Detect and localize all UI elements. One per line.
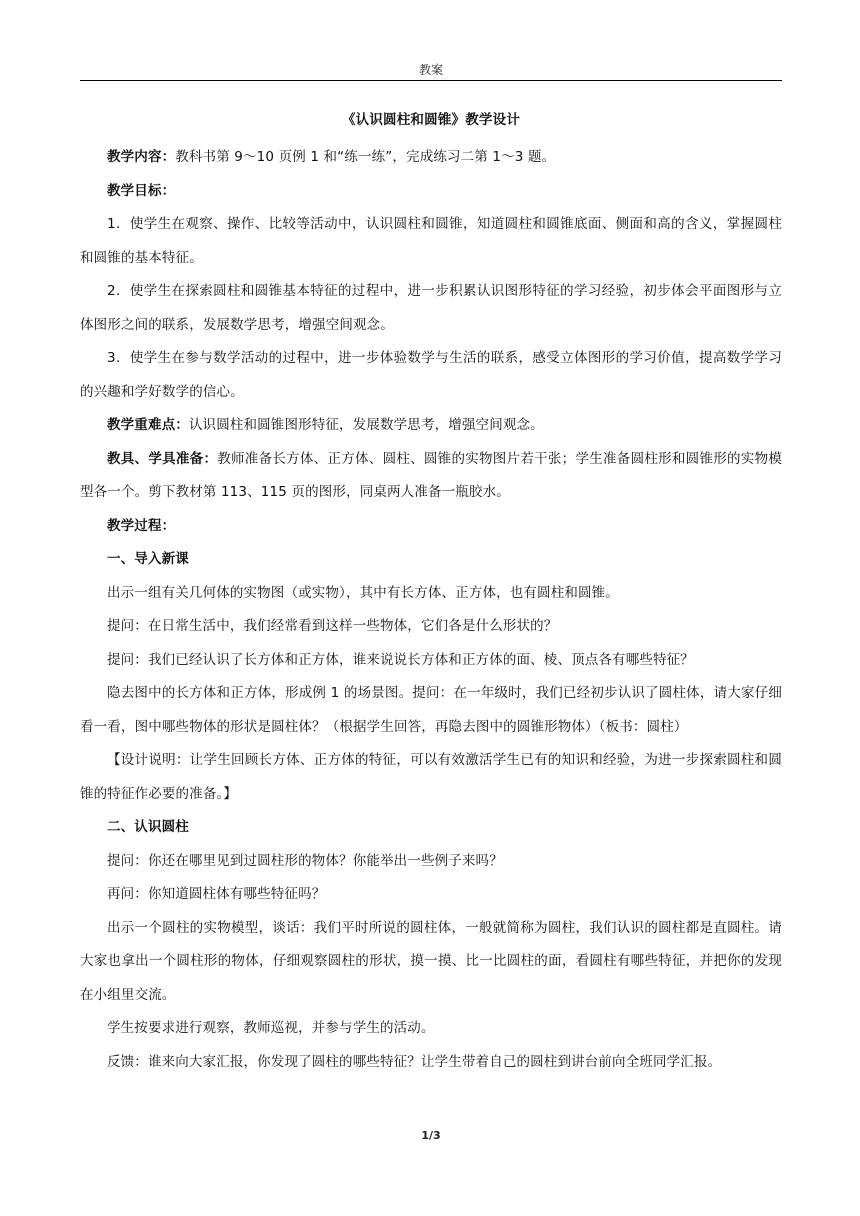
goal-item-3: 3．使学生在参与数学活动的过程中，进一步体验数学与生活的联系，感受立体图形的学习价值，提高数学学习的兴趣和学好数学的信心。	[80, 350, 782, 400]
document-title: 《认识圆柱和圆锥》教学设计	[341, 112, 521, 128]
page-number: 1/3	[421, 1129, 441, 1142]
design-note: 【设计说明：让学生回顾长方体、正方体的特征，可以有效激活学生已有的知识和经验，为进一步探索圆柱和圆锥的特征作必要的准备。】	[80, 752, 782, 802]
section-2-paragraph: 再问：你知道圆柱体有哪些特征吗？	[107, 886, 326, 902]
section-1-paragraph: 提问：在日常生活中，我们经常看到这样一些物体，它们各是什么形状的？	[107, 618, 558, 634]
section-2-paragraph: 反馈：谁来向大家汇报，你发现了圆柱的哪些特征？让学生带着自己的圆柱到讲台前向全班同学汇报。	[107, 1053, 722, 1070]
tools-preparation	[80, 443, 782, 510]
section-1-paragraph: 提问：我们已经认识了长方体和正方体，谁来说说长方体和正方体的面、棱、顶点各有哪些特征？	[107, 651, 694, 668]
process-heading: 教学过程：	[107, 517, 176, 534]
goal-item-2: 2．使学生在探索圆柱和圆锥基本特征的过程中，进一步积累认识图形特征的学习经验，初步体会平面图形与立体图形之间的联系，发展数学思考，增强空间观念。	[80, 283, 782, 333]
teaching-content-text: 教科书第 9～10 页例 1 和“练一练”，完成练习二第 1～3 题。	[175, 149, 556, 165]
goals-heading: 教学目标：	[107, 182, 176, 199]
document-body	[80, 110, 782, 1079]
section-1-heading: 一、导入新课	[107, 551, 189, 567]
section-1-paragraph: 出示一组有关几何体的实物图（或实物），其中有长方体、正方体，也有圆柱和圆锥。	[107, 584, 619, 601]
tools-text: 教师准备长方体、正方体、圆柱、圆锥的实物图片若干张；学生准备圆柱形和圆锥形的实物模型各一个。剪下教材第 113、115 页的图形，同桌两人准备一瓶胶水。	[80, 450, 783, 500]
key-points	[80, 409, 782, 443]
section-2-paragraph: 提问：你还在哪里见到过圆柱形的物体？你能举出一些例子来吗？	[107, 852, 503, 869]
section-2-paragraph: 学生按要求进行观察，教师巡视，并参与学生的活动。	[107, 1020, 435, 1036]
header-divider	[80, 80, 782, 81]
section-1-paragraph: 隐去图中的长方体和正方体，形成例 1 的场景图。提问：在一年级时，我们已经初步认识了圆柱体，请大家仔细看一看，图中哪些物体的形状是圆柱体？（根据学生回答，再隐去图中的圆锥形物体）（板书：圆柱）	[80, 685, 782, 735]
tools-label: 教具、学具准备：	[107, 450, 218, 467]
key-points-label: 教学重难点：	[107, 417, 189, 433]
key-points-text: 认识圆柱和圆锥图形特征，发展数学思考，增强空间观念。	[188, 417, 544, 433]
section-2-paragraph: 出示一个圆柱的实物模型，谈话：我们平时所说的圆柱体，一般就简称为圆柱，我们认识的圆柱都是直圆柱。请大家也拿出一个圆柱形的物体，仔细观察圆柱的形状，摸一摸、比一比圆柱的面，看圆柱有哪些特征，并把你的发现在小组里交流。	[80, 919, 782, 1003]
page-header: 教案	[418, 63, 443, 77]
teaching-content-label: 教学内容：	[107, 149, 176, 165]
section-2-heading: 二、认识圆柱	[107, 819, 189, 835]
goal-item-1: 1．使学生在观察、操作、比较等活动中，认识圆柱和圆锥，知道圆柱和圆锥底面、侧面和高的含义，掌握圆柱和圆锥的基本特征。	[80, 216, 782, 266]
teaching-content	[80, 141, 782, 175]
